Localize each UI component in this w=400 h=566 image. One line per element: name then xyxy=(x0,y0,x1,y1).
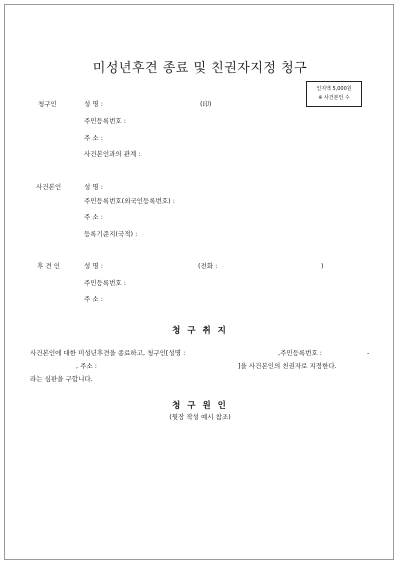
claimant-name-label: 성 명 : xyxy=(84,100,103,108)
revenue-stamp-box xyxy=(306,81,362,107)
claimant-address-label: 주 소 : xyxy=(84,134,103,142)
guardian-phone-label: (전화 : xyxy=(198,262,218,270)
document-title: 미성년후견 종료 및 친권자지정 청구 xyxy=(92,61,308,76)
cause-note: (뒷장 작성 예시 참조) xyxy=(169,413,231,421)
purpose-line3: 라는 심판을 구합니다. xyxy=(30,375,93,383)
subject-name-label: 성 명 : xyxy=(84,183,103,191)
subject-registry-label: 등록기준지(국적) : xyxy=(84,230,138,238)
purpose-line2-part1: , 주소 : xyxy=(76,362,97,370)
claimant-seal-mark: (印) xyxy=(200,100,212,108)
guardian-idnum-label: 주민등록번호 : xyxy=(84,279,126,287)
stamp-fee-text: 인지액 5,000원 xyxy=(316,86,352,92)
subject-address-label: 주 소 : xyxy=(84,213,103,221)
cause-heading: 청 구 원 인 xyxy=(172,401,228,411)
stamp-note-text: ※ 사건본인 수 xyxy=(318,95,350,101)
purpose-heading: 청 구 취 지 xyxy=(172,326,228,336)
subject-section-label: 사건본인 xyxy=(36,183,62,191)
claimant-section-label: 청구인 xyxy=(38,100,57,108)
purpose-line1-part1: 사건본인에 대한 미성년후견을 종료하고, 청구인[성명 : xyxy=(30,349,186,357)
purpose-line2-part2: ]을 사건본인의 친권자로 지정한다. xyxy=(238,362,337,370)
guardian-section-label: 후 견 인 xyxy=(37,262,60,270)
claimant-relation-label: 사건본인과의 관계 : xyxy=(84,150,141,158)
subject-idnum-label: 주민등록번호(외국인등록번호) : xyxy=(84,197,175,205)
purpose-line1-part2: ,주민등록번호 : xyxy=(278,349,322,357)
guardian-phone-close: ) xyxy=(321,262,324,270)
claimant-idnum-label: 주민등록번호 : xyxy=(84,117,126,125)
purpose-line1-dash: - xyxy=(367,349,370,357)
guardian-address-label: 주 소 : xyxy=(84,295,103,303)
guardian-name-label: 성 명 : xyxy=(84,262,103,270)
